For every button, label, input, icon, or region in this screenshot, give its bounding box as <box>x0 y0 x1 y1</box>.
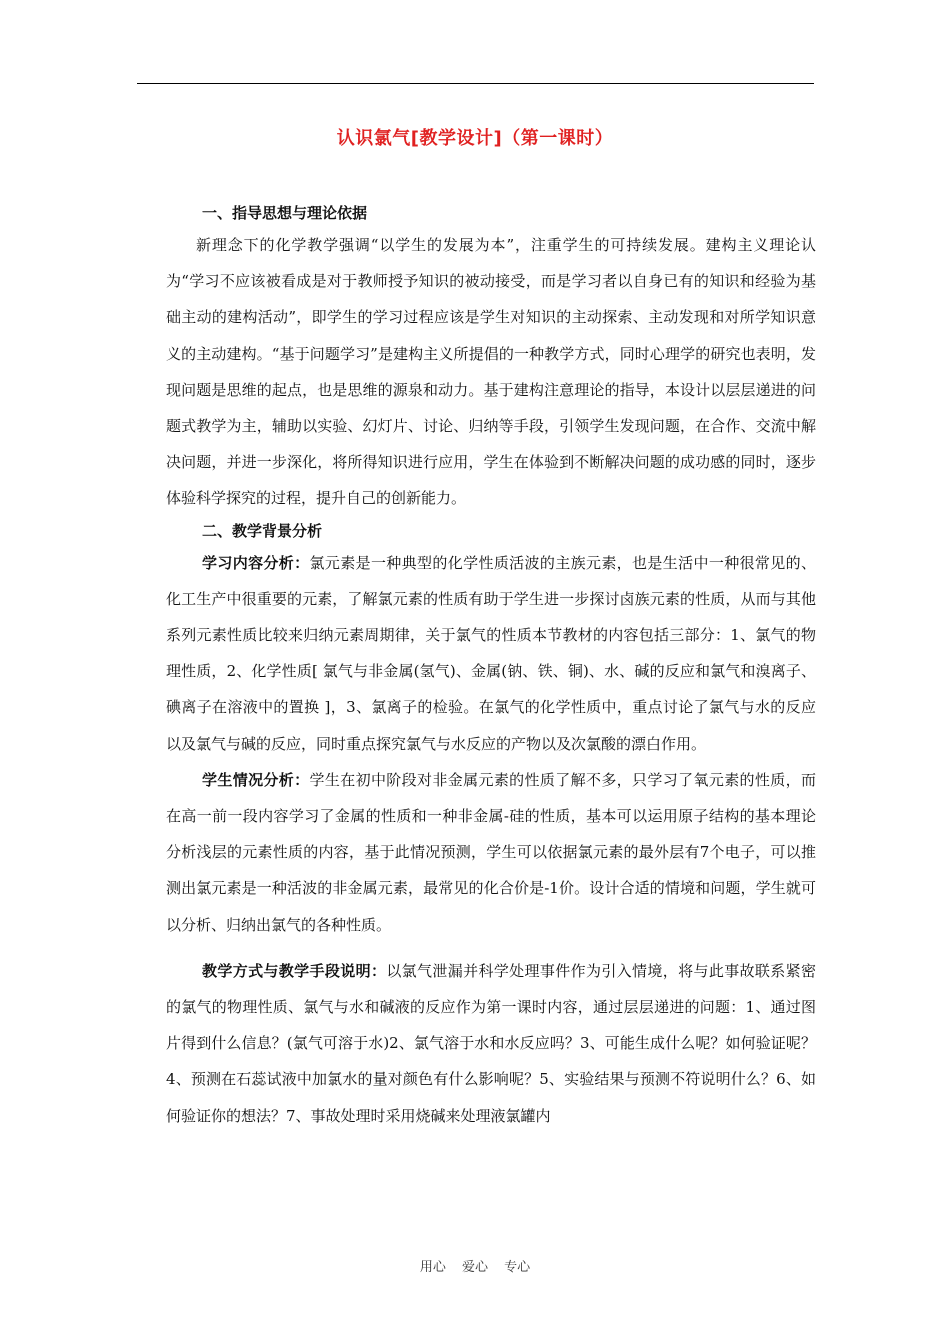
paragraph-text: 氯元素是一种典型的化学性质活波的主族元素，也是生活中一种很常见的、化工生产中很重要的元素，了解氯元素的性质有助于学生进一步探讨卤族元素的性质，从而与其他系列元素性质比较来归纳元素周期律，关于氯气的性质本节教材的内容包括三部分：1、氯气的物理性质，2、化学性质[ 氯气与非金属(氢气)、金属(钠、铁、铜)、水、碱的反应和氯气和溴离子、碘离子在溶液中的置换 ]，3、氯离子的检验。在氯气的化学性质中，重点讨论了氯气与水的反应以及氯气与碱的反应，同时重点探究氯气与水反应的产物以及次氯酸的漂白作用。 <box>166 553 816 753</box>
header-rule <box>137 83 814 84</box>
document-body <box>166 199 816 1134</box>
page-footer: 用心 爱心 专心 <box>419 1260 531 1275</box>
section-heading: 一、指导思想与理论依据 <box>202 204 368 222</box>
paragraph <box>166 545 816 762</box>
paragraph-spacer <box>166 943 816 953</box>
paragraph <box>166 227 816 517</box>
section-heading: 二、教学背景分析 <box>202 521 323 540</box>
document-title: 认识氯气[教学设计]（第一课时） <box>336 128 614 149</box>
paragraph-lead: 学生情况分析： <box>202 770 310 789</box>
paragraph-text: 学生在初中阶段对非金属元素的性质了解不多，只学习了氧元素的性质，而在高一前一段内容学习了金属的性质和一种非金属-硅的性质，基本可以运用原子结构的基本理论分析浅层的元素性质的内容，基于此情况预测，学生可以依据氯元素的最外层有7个电子，可以推测出氯元素是一种活波的非金属元素，最常见的化合价是-1价。设计合适的情境和问题，学生就可以分析、归纳出氯气的各种性质。 <box>166 770 816 934</box>
paragraph-lead: 学习内容分析： <box>202 553 310 572</box>
paragraph-text: 新理念下的化学教学强调“以学生的发展为本”，注重学生的可持续发展。建构主义理论认为“学习不应该被看成是对于教师授予知识的被动接受，而是学习者以自身已有的知识和经验为基础主动的建构活动”，即学生的学习过程应该是学生对知识的主动探索、主动发现和对所学知识意义的主动建构。“基于问题学习”是建构主义所提倡的一种教学方式，同时心理学的研究也表明，发现问题是思维的起点，也是思维的源泉和动力。基于建构注意理论的指导，本设计以层层递进的问题式教学为主，辅助以实验、幻灯片、讨论、归纳等手段，引领学生发现问题，在合作、交流中解决问题，并进一步深化，将所得知识进行应用，学生在体验到不断解决问题的成功感的同时，逐步体验科学探究的过程，提升自己的创新能力。 <box>166 236 816 508</box>
paragraph-text: 以氯气泄漏并科学处理事件作为引入情境，将与此事故联系紧密的氯气的物理性质、氯气与水和碱液的反应作为第一课时内容，通过层层递进的问题：1、通过图片得到什么信息？(氯气可溶于水)2、氯气溶于水和水反应吗？3、可能生成什么呢？如何验证呢？4、预测在石蕊试液中加氯水的量对颜色有什么影响呢？5、实验结果与预测不符说明什么？6、如何验证你的想法？7、事故处理时采用烧碱来处理液氯罐内 <box>166 961 816 1125</box>
paragraph-lead: 教学方式与教学手段说明： <box>202 961 387 980</box>
paragraph <box>166 762 816 943</box>
paragraph <box>166 953 816 1134</box>
